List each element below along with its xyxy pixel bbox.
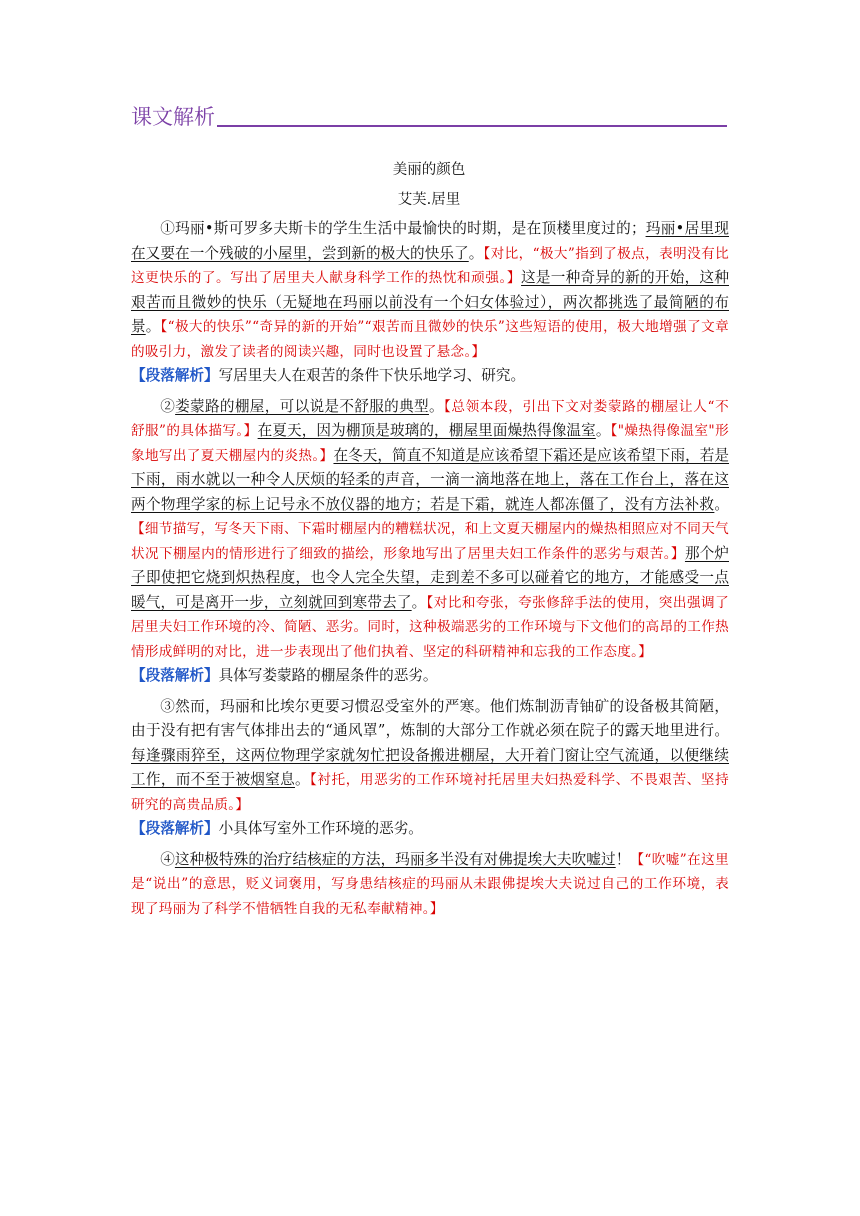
text-segment: ①玛丽•斯可罗多夫斯卡的学生生活中最愉快的时期，是在顶楼里度过的； (160, 220, 646, 237)
underlined-text: 这是一种奇异的新的开始，这种艰苦而且微妙的快乐（无疑地在玛丽以前没有一个妇女体验过），两次都挑选了最简陋的布景 (131, 269, 729, 335)
section-header (131, 104, 727, 130)
underlined-text: 每逢骤雨猝至，这两位物理学家就匆忙把设备搬进棚屋，大开着门窗让空气流通，以便继续工作，而不至于被烟窒息 (131, 746, 729, 788)
text-segment: ！ (615, 850, 631, 868)
annotation-note: 【衬托，用恶劣的工作环境衬托居里夫妇热爱科学、不畏艰苦、坚持研究的高贵品质。】 (131, 772, 729, 813)
annotation-note: 【细节描写，写冬天下雨、下霜时棚屋内的糟糕状况，和上文夏天棚屋内的燥热相照应对不同天气状况下棚屋内的情形进行了细致的描绘，形象地写出了居里夫妇工作条件的恶劣与艰苦。】 (131, 521, 729, 562)
text-segment: 。 (468, 244, 484, 262)
article-title: 美丽的颜色 (392, 162, 466, 178)
text-segment: 。 (595, 422, 611, 439)
annotation-note: 【总领本段，引出下文对娄蒙路的棚屋让人“不舒服”的具体描写。】 (131, 398, 729, 439)
article-author: 艾芙.居里 (397, 192, 461, 208)
annotation-note: 【“吹嘘”在这里是“说出”的意思，贬义词褒用，写身患结核症的玛丽从未跟佛提埃大夫说过自己的工作环境，表现了玛丽为了科学不惜牺牲自我的无私奉献精神。】 (131, 851, 729, 917)
analysis-text: 具体写娄蒙路的棚屋条件的恶劣。 (218, 667, 438, 684)
text-segment: ② (160, 397, 176, 415)
text-segment: 。 (294, 771, 310, 788)
section-title: 课文解析 (131, 105, 215, 129)
analysis-label: 【段落解析】 (131, 667, 219, 684)
underlined-text: 在夏天，因为棚顶是玻璃的，棚屋里面燥热得像温室 (257, 422, 596, 439)
text-segment: 。 (714, 495, 729, 513)
text-segment: 。 (411, 593, 427, 611)
underlined-text: 玛丽•居里现在又要在一个残破的小屋里，尝到新的极大的快乐了 (131, 220, 729, 262)
analysis-text: 写居里夫人在艰苦的条件下快乐地学习、研究。 (218, 367, 526, 384)
paragraph-4 (131, 848, 729, 922)
text-segment: 。 (428, 397, 444, 415)
annotation-note: 【“极大的快乐”“奇异的新的开始”“艰苦而且微妙的快乐”这些短语的使用，极大地增强了文章的吸引力，激发了读者的阅读兴趣，同时也设置了悬念。】 (131, 319, 729, 360)
article-body (131, 217, 729, 921)
analysis-text: 小具体写室外工作环境的恶劣。 (218, 820, 423, 837)
underlined-text: 那个炉子即使把它烧到炽热程度，也令人完全失望，走到差不多可以碰着它的地方，才能感受一点暖气，可是离开一步，立刻就回到寒带去了 (131, 544, 729, 611)
annotation-note: 【"燥热得像温室"形象地写出了夏天棚屋内的炎热。】 (131, 423, 729, 464)
paragraph-analysis-1 (131, 364, 729, 389)
paragraph-analysis-2 (131, 664, 729, 689)
analysis-label: 【段落解析】 (131, 367, 219, 384)
underlined-text: 这种极特殊的治疗结核症的方法，玛丽多半没有对佛提埃大夫吹嘘过 (174, 850, 616, 868)
underlined-text: 在冬天，简直不知道是应该希望下霜还是应该希望下雨，若是下雨，雨水就以一种令人厌烦的轻柔的声音，一滴一滴地落在地上，落在工作台上，落在这两个物理学家的标上记号永不放仪器的地方；若是下霜，就连人都冻僵了，没有方法补救 (131, 446, 729, 513)
paragraph-1 (131, 217, 729, 364)
header-rule (217, 125, 727, 127)
paragraph-2 (131, 395, 729, 665)
analysis-label: 【段落解析】 (131, 820, 219, 837)
text-segment: 。 (145, 318, 161, 335)
text-segment: ④ (160, 850, 175, 868)
paragraph-analysis-3 (131, 817, 729, 842)
underlined-text: 娄蒙路的棚屋，可以说是不舒服的典型 (175, 397, 429, 415)
text-segment: ③然而，玛丽和比埃尔更要习惯忍受室外的严寒。他们炼制沥青铀矿的设备极其简陋，由于没有把有害气体排出去的“通风罩”，炼制的大部分工作就必须在院子的露天地里进行。 (131, 697, 729, 739)
annotation-note: 【对比，“极大”指到了极点，表明没有比这更快乐的了。写出了居里夫人献身科学工作的热忱和顽强。】 (131, 245, 729, 286)
paragraph-3 (131, 695, 729, 818)
annotation-note: 【对比和夸张，夸张修辞手法的使用，突出强调了居里夫妇工作环境的冷、简陋、恶劣。同时，这种极端恶劣的工作环境与下文他们的高昂的工作热情形成鲜明的对比，进一步表现出了他们执着、坚定的科研精神和忘我的工作态度。】 (131, 594, 729, 660)
